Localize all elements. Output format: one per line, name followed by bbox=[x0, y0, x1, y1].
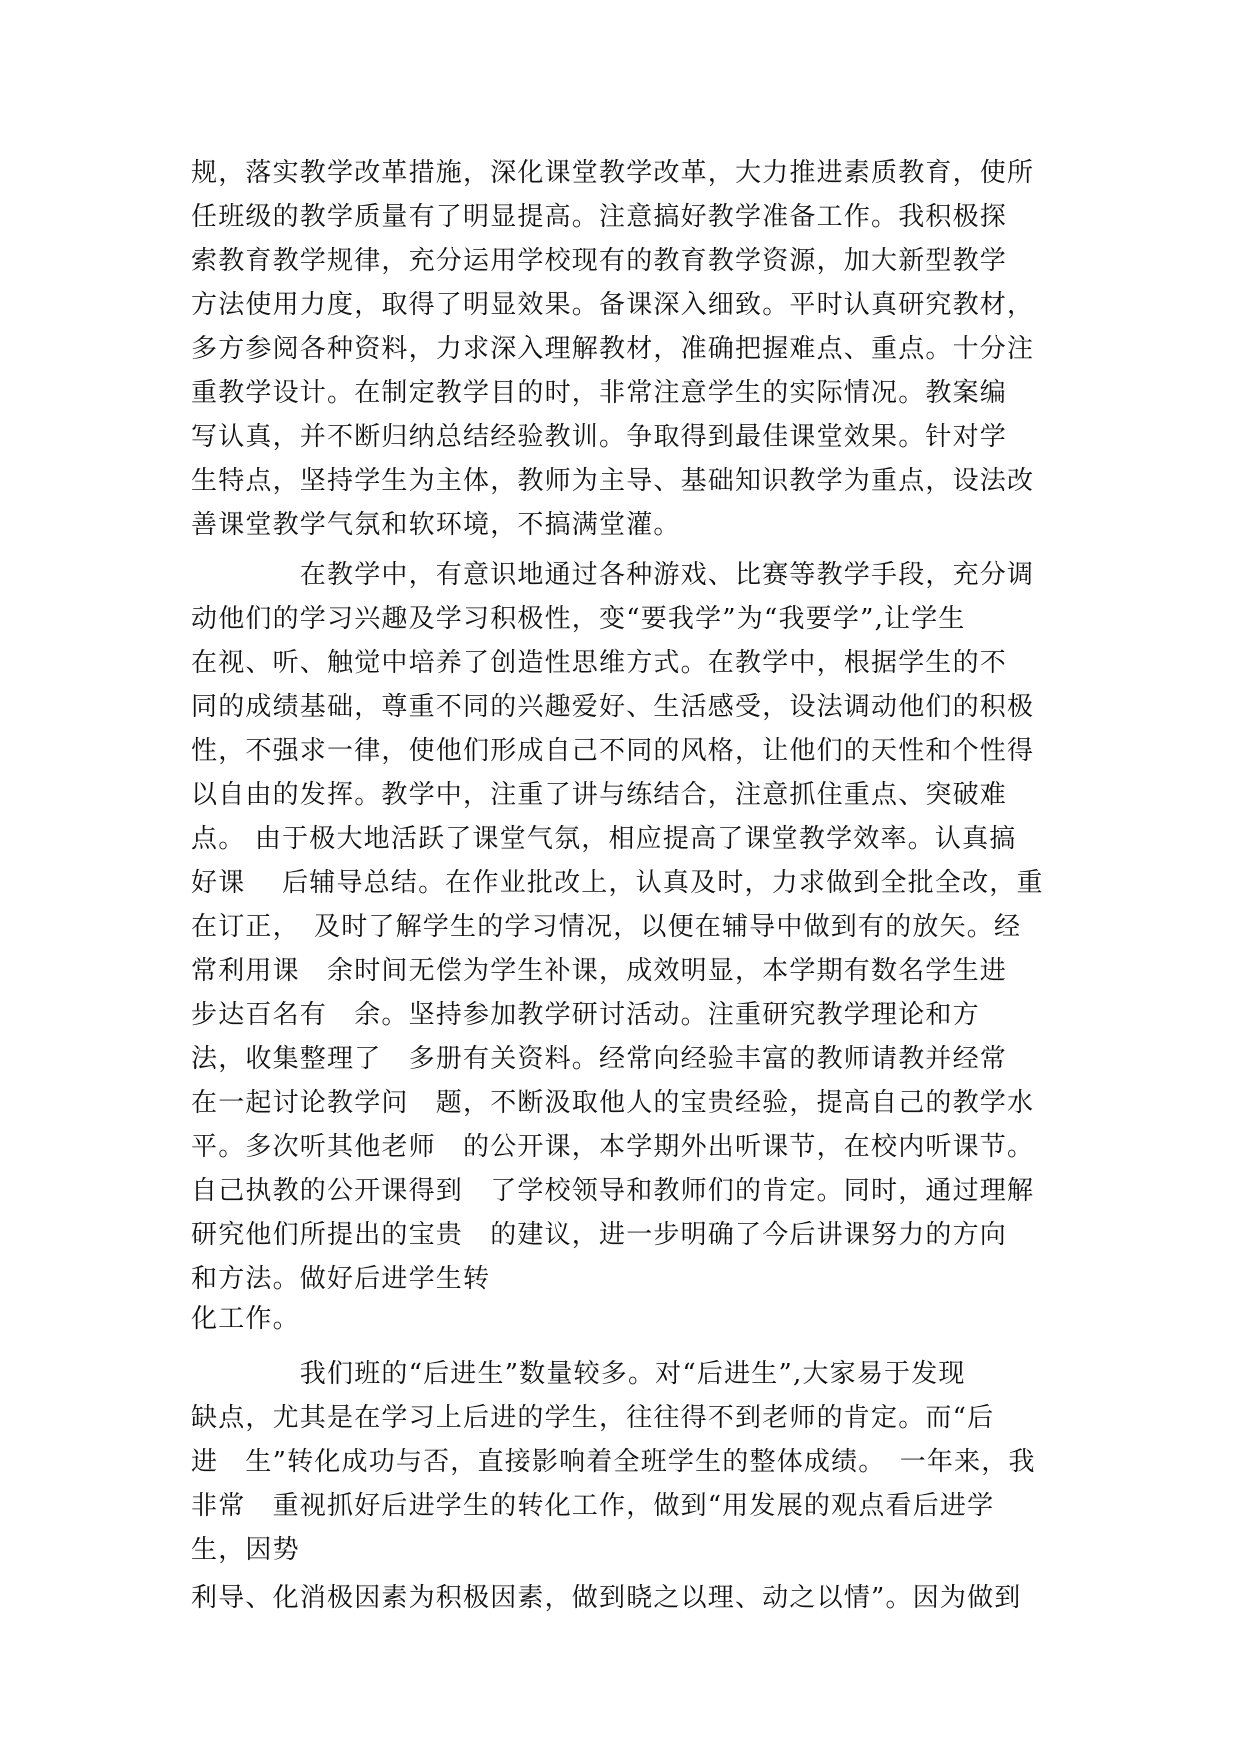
text-line: 任班级的教学质量有了明显提高。注意搞好教学准备工作。我积极探 bbox=[191, 202, 1008, 232]
text-line: 生，因势 bbox=[191, 1535, 300, 1565]
text-line: 方法使用力度，取得了明显效果。备课深入细致。平时认真研究教材， bbox=[191, 290, 1035, 320]
text-line: 点。 由于极大地活跃了课堂气氛，相应提高了课堂教学效率。认真搞 bbox=[191, 824, 1017, 854]
text-line: 索教育教学规律，充分运用学校现有的教育教学资源，加大新型教学 bbox=[191, 246, 1008, 276]
text-line: 多方参阅各种资料，力求深入理解教材，准确把握难点、重点。十分注 bbox=[191, 334, 1035, 364]
text-line: 好课 后辅导总结。在作业批改上，认真及时，力求做到全批全改，重 bbox=[191, 868, 1044, 898]
text-line: 化工作。 bbox=[191, 1304, 300, 1334]
text-line: 平。多次听其他老师 的公开课，本学期外出听课节，在校内听课节。 bbox=[191, 1132, 1035, 1162]
text-line: 非常 重视抓好后进学生的转化工作，做到“用发展的观点看后进学 bbox=[191, 1491, 995, 1521]
text-line: 在视、听、触觉中培养了创造性思维方式。在教学中，根据学生的不 bbox=[191, 648, 1008, 678]
text-line: 自己执教的公开课得到 了学校领导和教师们的肯定。同时，通过理解 bbox=[191, 1176, 1035, 1206]
text-line: 法，收集整理了 多册有关资料。经常向经验丰富的教师请教并经常 bbox=[191, 1044, 1008, 1074]
text-line: 规，落实教学改革措施，深化课堂教学改革，大力推进素质教育，使所 bbox=[191, 158, 1035, 188]
text-line: 动他们的学习兴趣及学习积极性，变“要我学”为“我要学”,让学生 bbox=[191, 604, 966, 634]
text-line: 同的成绩基础，尊重不同的兴趣爱好、生活感受，设法调动他们的积极 bbox=[191, 692, 1035, 722]
text-line: 进 生”转化成功与否，直接影响着全班学生的整体成绩。 一年来，我 bbox=[191, 1447, 1036, 1477]
text-line: 以自由的发挥。教学中，注重了讲与练结合，注意抓住重点、突破难 bbox=[191, 780, 1008, 810]
text-line: 写认真，并不断归纳总结经验教训。争取得到最佳课堂效果。针对学 bbox=[191, 422, 1008, 452]
text-line: 善课堂教学气氛和软环境，不搞满堂灌。 bbox=[191, 510, 681, 540]
text-line: 在一起讨论教学问 题，不断汲取他人的宝贵经验，提高自己的教学水 bbox=[191, 1088, 1035, 1118]
text-line: 常利用课 余时间无偿为学生补课，成效明显，本学期有数名学生进 bbox=[191, 956, 1008, 986]
text-line: 步达百名有 余。坚持参加教学研讨活动。注重研究教学理论和方 bbox=[191, 1000, 980, 1030]
text-line: 我们班的“后进生”数量较多。对“后进生”,大家易于发现 bbox=[191, 1359, 966, 1389]
text-line: 重教学设计。在制定教学目的时，非常注意学生的实际情况。教案编 bbox=[191, 378, 1008, 408]
text-line: 在订正， 及时了解学生的学习情况，以便在辅导中做到有的放矢。经 bbox=[191, 912, 1022, 942]
text-line: 生特点，坚持学生为主体，教师为主导、基础知识教学为重点，设法改 bbox=[191, 466, 1035, 496]
text-line: 利导、化消极因素为积极因素，做到晓之以理、动之以情”。因为做到 bbox=[191, 1583, 1022, 1613]
text-line: 性，不强求一律，使他们形成自己不同的风格，让他们的天性和个性得 bbox=[191, 736, 1035, 766]
text-line: 在教学中，有意识地通过各种游戏、比赛等教学手段，充分调 bbox=[191, 560, 1035, 590]
text-line: 缺点，尤其是在学习上后进的学生，往往得不到老师的肯定。而“后 bbox=[191, 1403, 995, 1433]
text-line: 研究他们所提出的宝贵 的建议，进一步明确了今后讲课努力的方向 bbox=[191, 1220, 1008, 1250]
text-line: 和方法。做好后进学生转 bbox=[191, 1264, 491, 1294]
